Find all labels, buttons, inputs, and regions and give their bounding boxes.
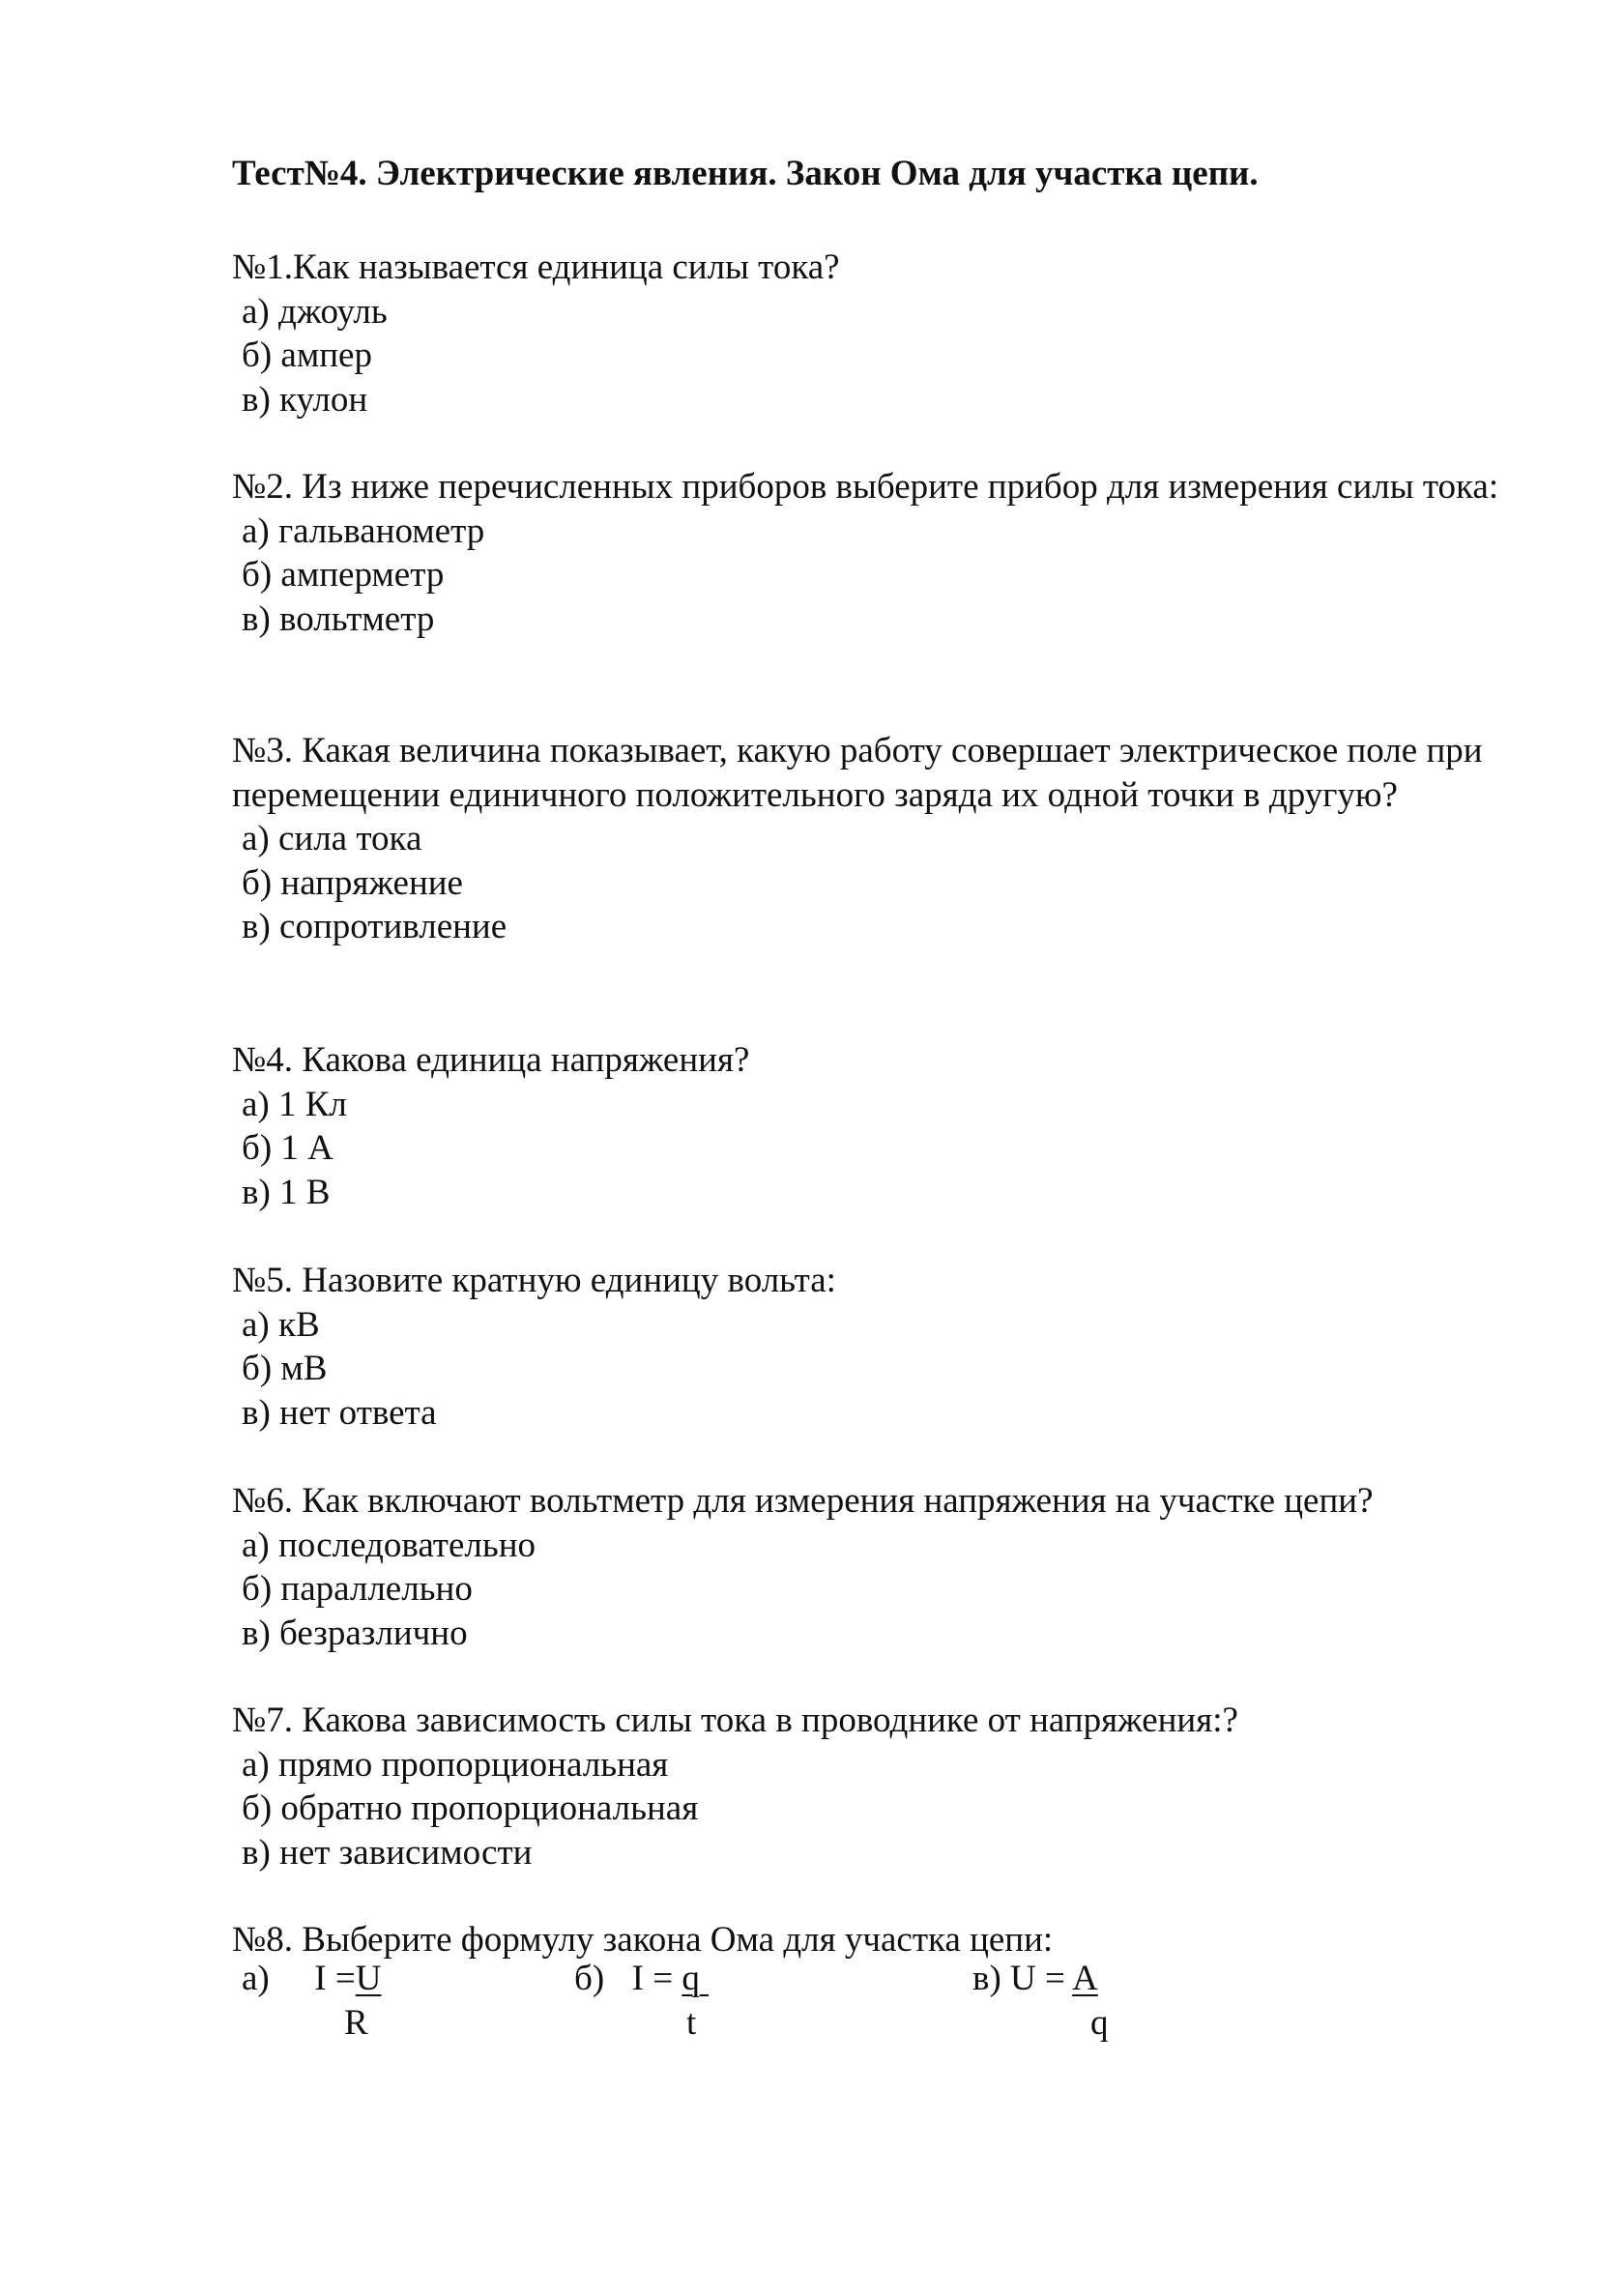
answer-option: в) 1 В	[242, 1172, 331, 1212]
answer-option: а) джоуль	[242, 291, 388, 332]
answer-option: а) 1 Кл	[242, 1084, 347, 1124]
formula-option-a	[242, 1957, 382, 2043]
answer-option: а) сила тока	[242, 819, 422, 858]
answer-option: а) гальванометр	[242, 510, 485, 551]
answer-option: в) нет зависимости	[242, 1832, 533, 1873]
answer-option: в) нет ответа	[242, 1392, 437, 1433]
answer-option: в) безразлично	[242, 1613, 468, 1653]
answer-option: б) параллельно	[242, 1569, 473, 1609]
formula-numerator: U	[355, 1959, 382, 1998]
question-text: №6. Как включают вольтметр для измерения напряжения на участке цепи?	[232, 1481, 1374, 1521]
page-title: Тест№4. Электрические явления. Закон Ома для участка цепи.	[232, 154, 1259, 193]
formula-lhs: I =	[631, 1959, 674, 1998]
question-8	[232, 1918, 1518, 1962]
formula-option-c	[972, 1957, 1109, 2043]
answer-option: в) сопротивление	[242, 907, 508, 946]
question-6	[232, 1479, 1518, 1655]
answer-option: б) 1 А	[242, 1128, 334, 1168]
answer-option: а) последовательно	[242, 1525, 536, 1565]
question-1	[232, 246, 1518, 421]
question-text: №8. Выберите формулу закона Ома для участка цепи:	[232, 1920, 1054, 1960]
answer-option: б) амперметр	[242, 555, 445, 595]
formula-label: в)	[972, 1959, 1001, 1998]
question-text: №1.Как называется единица силы тока?	[232, 247, 840, 287]
answer-option: а) прямо пропорциональная	[242, 1744, 669, 1785]
answer-option: а) кВ	[242, 1304, 320, 1345]
formula-denominator: R	[344, 2003, 368, 2043]
answer-option: б) мВ	[242, 1349, 328, 1388]
question-2	[232, 465, 1518, 641]
formula-label: б)	[574, 1959, 605, 1998]
answer-option: в) кулон	[242, 379, 368, 420]
question-text: №4. Какова единица напряжения?	[232, 1040, 750, 1080]
question-text: №2. Из ниже перечисленных приборов выберите прибор для измерения силы тока:	[232, 467, 1499, 507]
question-3	[232, 729, 1518, 949]
question-text: №5. Назовите кратную единицу вольта:	[232, 1261, 836, 1300]
question-5	[232, 1259, 1518, 1435]
formula-lhs: U =	[1010, 1959, 1065, 1998]
answer-option: б) обратно пропорциональная	[242, 1788, 699, 1828]
answer-option: б) ампер	[242, 335, 372, 375]
formula-numerator: q	[682, 1959, 700, 1998]
formula-option-b	[574, 1957, 709, 2043]
formula-numerator: A	[1072, 1959, 1098, 1998]
question-text: №3. Какая величина показывает, какую работу совершает электрическое поле при перемещении единичного положительного заряда их одной точки в другую?	[232, 731, 1483, 815]
formula-lhs: I =	[314, 1959, 356, 1998]
answer-option: б) напряжение	[242, 862, 463, 903]
question-7	[232, 1699, 1518, 1875]
formula-label: а)	[242, 1959, 270, 1998]
question-text: №7. Какова зависимость силы тока в проводнике от напряжения:?	[232, 1700, 1238, 1740]
answer-option: в) вольтметр	[242, 598, 435, 639]
formula-denominator: q	[1090, 2003, 1109, 2043]
formula-denominator: t	[686, 2003, 697, 2043]
question-4	[232, 1038, 1518, 1214]
formula-options	[0, 1957, 1624, 2053]
